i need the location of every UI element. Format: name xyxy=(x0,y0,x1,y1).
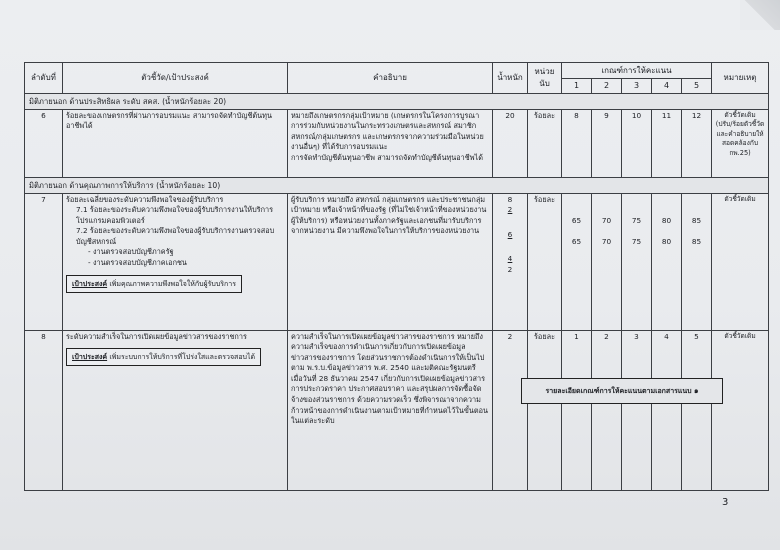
weight-sub-2a: 4 xyxy=(507,254,513,264)
indicator-sub-1: 7.1 ร้อยละของระดับความพึงพอใจของผู้รับบริการงานให้บริการโปรแกรมคอมพิวเตอร์ xyxy=(76,205,274,225)
row-indicator xyxy=(63,330,288,490)
section-row xyxy=(25,177,769,193)
goal-box xyxy=(66,275,242,293)
indicator-text: ระดับความสำเร็จในการเปิดเผยข้อมูลข่าวสารของราชการ xyxy=(66,331,247,341)
section-title: มิติภายนอก ด้านคุณภาพการให้บริการ (น้ำหนักร้อยละ 10) xyxy=(25,177,769,193)
weight-sub-1: 2 xyxy=(507,205,513,215)
header-criteria: เกณฑ์การให้คะแนน xyxy=(562,63,712,79)
row-unit: ร้อยละ xyxy=(528,193,562,330)
row-value-2: 9 xyxy=(592,109,622,177)
table-header-row xyxy=(25,63,769,79)
row-indicator: ร้อยละของเกษตรกรที่ผ่านการอบรมแนะ สามารถจัดทำบัญชีต้นทุนอาชีพได้ xyxy=(63,109,288,177)
weight-sub-2: 6 xyxy=(507,229,513,239)
table-row xyxy=(25,330,769,490)
weight-sub-2b: 2 xyxy=(507,264,513,274)
paper-curl xyxy=(740,0,780,30)
row-value-3: 75 75 xyxy=(622,193,652,330)
header-no: ลำดับที่ xyxy=(25,63,63,94)
description-text: หมายถึงเกษตรกรกลุ่มเป้าหมาย (เกษตรกรในโครงการบูรณาการร่วมกับหน่วยงานในกระทรวงเกษตรและสหกรณ์ สมาชิกสหกรณ์/กลุ่มเกษตรกร และเกษตรกรจากความร่วมมือในหน่วยงานอื่นๆ) ที่ได้รับการอบรมแนะ xyxy=(291,110,484,152)
row-value-4: 80 80 xyxy=(652,193,682,330)
table-row xyxy=(25,193,769,330)
row-indicator xyxy=(63,193,288,330)
row-remark: ตัวชี้วัดเดิม xyxy=(712,330,769,490)
row-value-1: 1 xyxy=(562,330,592,490)
kpi-table xyxy=(24,62,769,491)
level-4: 4 xyxy=(652,79,682,94)
row-description: ความสำเร็จในการเปิดเผยข้อมูลข่าวสารของราชการ หมายถึง ความสำเร็จของการดำเนินการเกี่ยวกับการเปิดเผยข้อมูลข่าวสารของราชการ โดยส่วนราชการต้องดำเนินการให้เป็นไปตาม พ.ร.บ.ข้อมูลข่าวสาร พ.ศ. 2540 และมติคณะรัฐมนตรี เมื่อวันที่ 28 ธันวาคม 2547 เกี่ยวกับการเปิดเผยข้อมูลข่าวสารการประกวดราคา ประกาศสอบราคา และสรุปผลการจัดซื้อจัดจ้างของส่วนราชการ ด้วยความรวดเร็ว ซึ่งพิจารณาจากความก้าวหน้าของการดำเนินงานตามเป้าหมายที่กำหนดไว้ในขั้นตอนในแต่ละระดับ xyxy=(288,330,493,490)
row-value-1: 8 xyxy=(562,109,592,177)
row-value-3: 10 xyxy=(622,109,652,177)
page-number: 3 xyxy=(722,497,729,508)
goal-text: เพิ่มคุณภาพความพึงพอใจให้กับผู้รับบริการ xyxy=(109,279,236,288)
level-1: 1 xyxy=(562,79,592,94)
criteria-annotation-box: รายละเอียดเกณฑ์การให้คะแนนตามเอกสารแนบ ๑ xyxy=(521,378,723,404)
row-no: 7 xyxy=(25,193,63,330)
row-unit: ร้อยละ xyxy=(528,109,562,177)
row-description xyxy=(288,109,493,177)
row-description: ผู้รับบริการ หมายถึง สหกรณ์ กลุ่มเกษตรกร และประชาชนกลุ่มเป้าหมาย หรือเจ้าหน้าที่ของรัฐ (ที่ไม่ใช่เจ้าหน้าที่ของหน่วยงานผู้ให้บริการ) หรือหน่วยงานทั้งภาครัฐและเอกชนที่มารับบริการจากหน่วยงาน มีความพึงพอใจในการให้บริการของหน่วยงาน xyxy=(288,193,493,330)
row-remark: ตัวชี้วัดเดิม xyxy=(712,193,769,330)
row-value-2: 2 xyxy=(592,330,622,490)
level-3: 3 xyxy=(622,79,652,94)
weight-total: 8 xyxy=(507,194,513,204)
row-value-4: 4 xyxy=(652,330,682,490)
row-weight xyxy=(493,193,528,330)
row-value-3: 3 xyxy=(622,330,652,490)
indicator-sub-2: 7.2 ร้อยละของระดับความพึงพอใจของผู้รับบริการงานตรวจสอบบัญชีสหกรณ์ xyxy=(76,226,275,246)
row-value-4: 11 xyxy=(652,109,682,177)
row-value-1: 65 65 xyxy=(562,193,592,330)
header-description: คำอธิบาย xyxy=(288,63,493,94)
row-unit: ร้อยละ xyxy=(528,330,562,490)
row-value-5: 12 xyxy=(682,109,712,177)
level-2: 2 xyxy=(592,79,622,94)
row-no: 6 xyxy=(25,109,63,177)
row-value-5: 5 xyxy=(682,330,712,490)
header-remark: หมายเหตุ xyxy=(712,63,769,94)
indicator-sub-2b: - งานตรวจสอบบัญชีภาคเอกชน xyxy=(88,258,187,268)
goal-label: เป้าประสงค์ xyxy=(72,279,108,288)
section-title: มิติภายนอก ด้านประสิทธิผล ระดับ สคส. (น้ำหนักร้อยละ 20) xyxy=(25,93,769,109)
indicator-text: ร้อยละเฉลี่ยของระดับความพึงพอใจของผู้รับบริการ xyxy=(66,194,224,204)
goal-label: เป้าประสงค์ xyxy=(72,353,108,362)
row-value-5: 85 85 xyxy=(682,193,712,330)
row-weight: 20 xyxy=(493,109,528,177)
description-text-2: การจัดทำบัญชีต้นทุนอาชีพ สามารถจัดทำบัญชีต้นทุนอาชีพได้ xyxy=(291,152,483,162)
goal-box xyxy=(66,348,261,366)
header-weight: น้ำหนัก xyxy=(493,63,528,94)
row-value-2: 70 70 xyxy=(592,193,622,330)
row-no: 8 xyxy=(25,330,63,490)
header-unit: หน่วยนับ xyxy=(528,63,562,94)
indicator-sub-2a: - งานตรวจสอบบัญชีภาครัฐ xyxy=(88,247,174,257)
row-remark: ตัวชี้วัดเดิม (ปรับ/ร้อยตัวชี้วัดและคำอธิบายให้สอดคล้องกับ กพ.25) xyxy=(712,109,769,177)
goal-text: เพิ่มระบบการให้บริการที่โปร่งใสและตรวจสอบได้ xyxy=(109,353,256,362)
row-weight: 2 xyxy=(493,330,528,490)
section-row xyxy=(25,93,769,109)
table-row xyxy=(25,109,769,177)
header-indicator: ตัวชี้วัด/เป้าประสงค์ xyxy=(63,63,288,94)
level-5: 5 xyxy=(682,79,712,94)
